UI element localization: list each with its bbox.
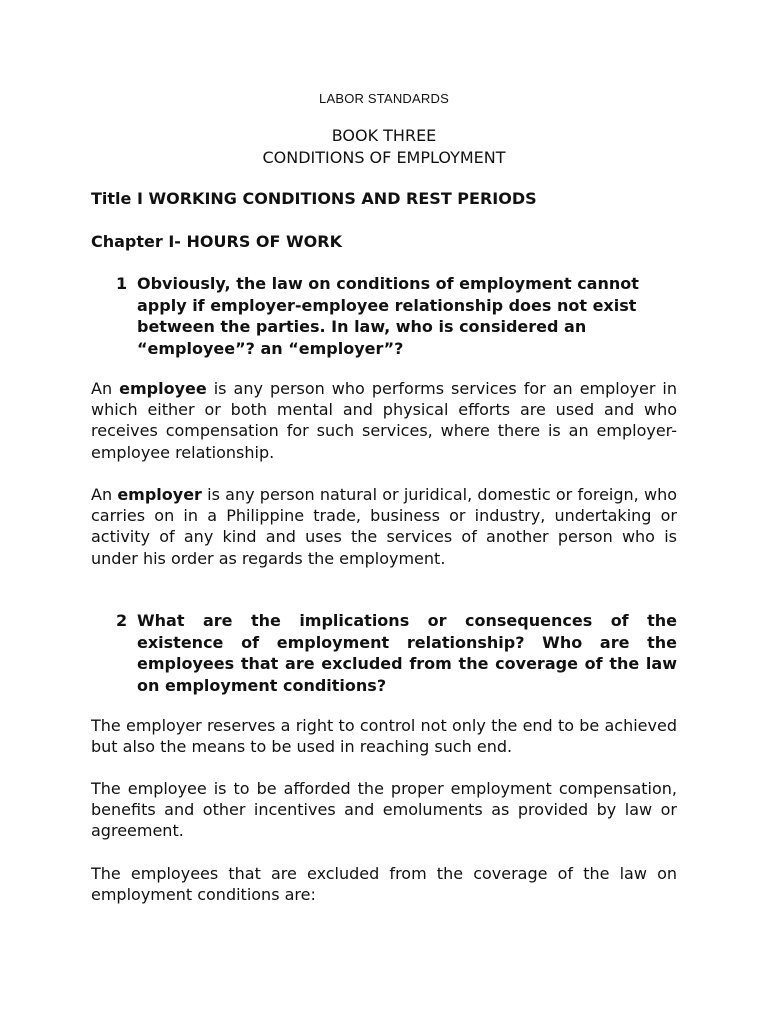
running-header: LABOR STANDARDS bbox=[319, 91, 449, 106]
paragraph: The employee is to be afforded the proper employment compensation, benefits and other incentives and emoluments as provided by law or agreement. bbox=[91, 779, 677, 841]
question-1 bbox=[116, 273, 677, 359]
paragraph: The employer reserves a right to control not only the end to be achieved but also the means to be used in reaching such end. bbox=[91, 716, 677, 757]
book-heading: BOOK THREE bbox=[331, 126, 437, 145]
question-number: 2 bbox=[116, 611, 128, 630]
book-subheading: CONDITIONS OF EMPLOYMENT bbox=[262, 148, 506, 167]
defined-term: employee bbox=[119, 379, 207, 398]
question-number: 1 bbox=[116, 274, 128, 293]
document-page bbox=[91, 0, 677, 1024]
paragraph-body: is any person natural or juridical, domestic or foreign, who carries on in a Philippine trade, business or industry, undertaking or activity of any kind and uses the services of another person who is under his order as regards the employment. bbox=[91, 485, 677, 568]
question-text: Obviously, the law on conditions of employment cannot apply if employer-employee relationship does not exist between the parties. In law, who is considered an “employee”? an “employer”? bbox=[137, 274, 639, 358]
defined-term: employer bbox=[117, 485, 202, 504]
paragraph-employer-definition bbox=[91, 484, 677, 569]
paragraph-lead: An bbox=[91, 485, 118, 504]
title-heading: Title I WORKING CONDITIONS AND REST PERIODS bbox=[91, 189, 537, 208]
paragraph-body: is any person who performs services for an employer in which either or both mental and physical efforts are used and who receives compensation for such services, where there is an employer- employee relationship. bbox=[91, 379, 678, 462]
paragraph-employee-definition bbox=[91, 378, 677, 463]
question-2 bbox=[116, 610, 677, 696]
question-text: What are the implications or consequences of the existence of employment relationship? Who are the employees that are excluded from the coverage of the law on employment conditions? bbox=[137, 611, 677, 695]
paragraph-lead: An bbox=[91, 379, 120, 398]
paragraph: The employees that are excluded from the coverage of the law on employment conditions are: bbox=[91, 864, 677, 905]
chapter-heading: Chapter I- HOURS OF WORK bbox=[91, 232, 342, 251]
